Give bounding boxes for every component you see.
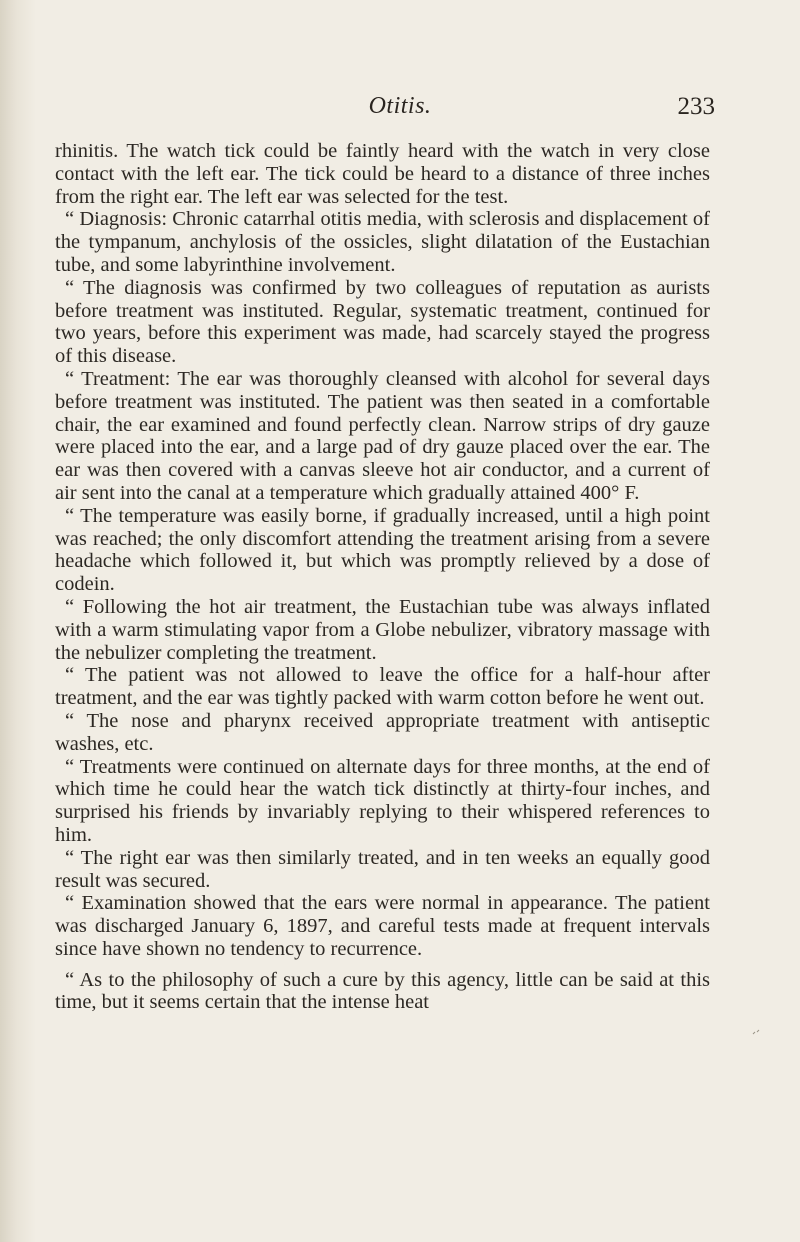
paragraph: “ The diagnosis was confirmed by two colleagues of reputation as aurists before treatment was instituted. Regular, systematic treatment, continued for two years, before this experiment was made, had scarcely stayed the progress of this disease. (55, 276, 710, 368)
page-header (0, 93, 800, 133)
margin-mark (752, 1028, 764, 1034)
paragraph: “ Following the hot air treatment, the Eustachian tube was always inflated with a warm stimulating vapor from a Globe nebulizer, vibratory massage with the nebulizer completing the treatment. (55, 595, 710, 664)
paragraph: “ The nose and pharynx received appropriate treatment with antiseptic washes, etc. (55, 709, 710, 755)
page-number: 233 (677, 93, 715, 120)
running-title: Otitis. (368, 93, 432, 119)
page-gutter-shadow (0, 0, 36, 1242)
paragraph: “ The patient was not allowed to leave the office for a half-hour after treatment, and the ear was tightly packed with warm cotton before he went out. (55, 664, 710, 710)
paragraph: rhinitis. The watch tick could be faintly heard with the watch in very close contact with the left ear. The tick could be heard to a distance of three inches from the right ear. The left ear was selected for the test. (55, 140, 710, 208)
body-text (55, 140, 710, 1014)
paragraph: “ The temperature was easily borne, if gradually increased, until a high point was reached; the only discomfort attending the treatment arising from a severe headache which followed it, but which was promptly relieved by a dose of codein. (55, 504, 710, 596)
paragraph: “ Treatment: The ear was thoroughly cleansed with alcohol for several days before treatment was instituted. The patient was then seated in a comfortable chair, the ear examined and found perfectly clean. Narrow strips of dry gauze were placed into the ear, and a large pad of dry gauze placed over the ear. The ear was then covered with a canvas sleeve hot air conductor, and a current of air sent into the canal at a temperature which gradually attained 400° F. (55, 367, 710, 504)
paragraph: “ As to the philosophy of such a cure by this agency, little can be said at this time, but it seems certain that the intense heat (55, 968, 710, 1014)
paragraph: “ The right ear was then similarly treated, and in ten weeks an equally good result was secured. (55, 846, 710, 892)
paragraph: “ Treatments were continued on alternate days for three months, at the end of which time he could hear the watch tick distinctly at thirty-four inches, and surprised his friends by invariably replying to their whispered references to him. (55, 755, 710, 846)
paragraph: “ Examination showed that the ears were normal in appearance. The patient was discharged January 6, 1897, and careful tests made at frequent intervals since have shown no tendency to recurrence. (55, 892, 710, 960)
paragraph: “ Diagnosis: Chronic catarrhal otitis media, with sclerosis and displacement of the tympanum, anchylosis of the ossicles, slight dilatation of the Eustachian tube, and some labyrinthine involvement. (55, 208, 710, 276)
